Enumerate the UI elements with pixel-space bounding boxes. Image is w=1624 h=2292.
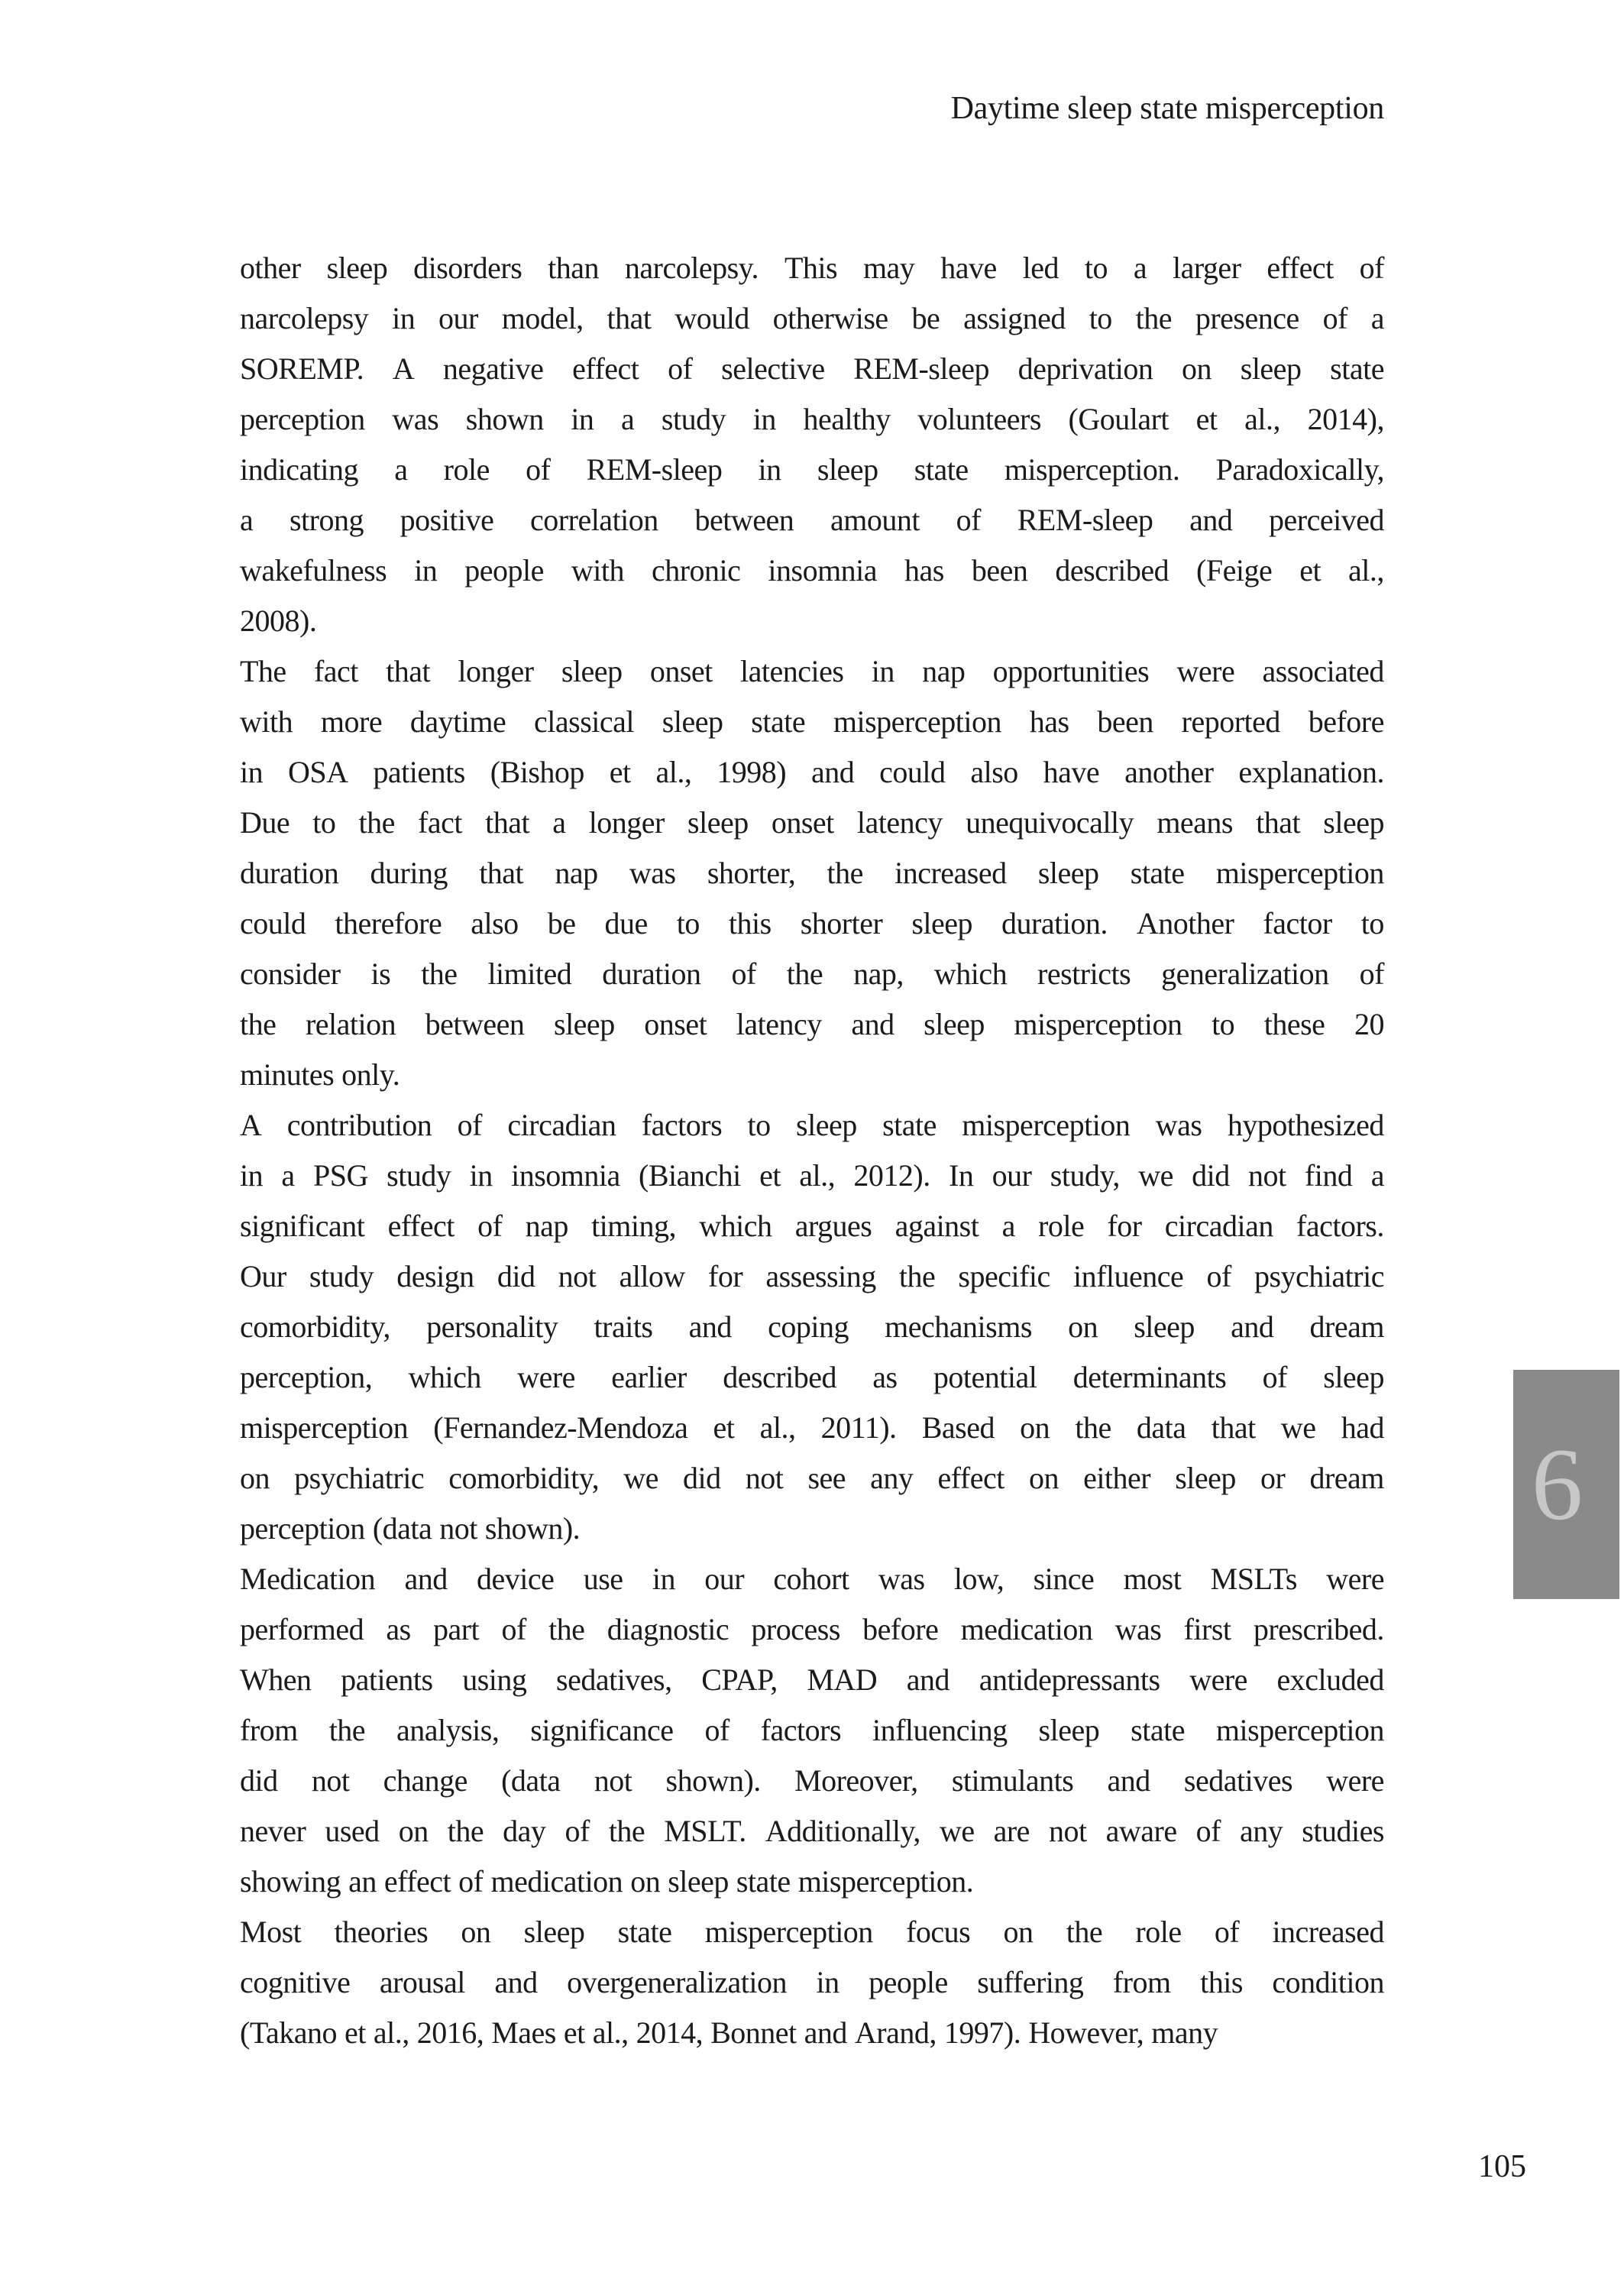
text-line: narcolepsy in our model, that would otherwise be assigned to the presence of a [240, 301, 1384, 335]
text-line: never used on the day of the MSLT. Additionally, we are not aware of any studies [240, 1814, 1384, 1848]
paragraph [240, 1100, 1384, 1554]
text-line: minutes only. [240, 1057, 400, 1092]
text-line: on psychiatric comorbidity, we did not see any effect on either sleep or dream [240, 1461, 1384, 1495]
text-line: a strong positive correlation between amount of REM-sleep and perceived [240, 503, 1384, 537]
text-line: the relation between sleep onset latency and sleep misperception to these 20 [240, 1007, 1384, 1041]
text-line: showing an effect of medication on sleep state misperception. [240, 1864, 974, 1899]
paragraph [240, 1554, 1384, 1907]
chapter-tab [1513, 1370, 1619, 1599]
text-line: The fact that longer sleep onset latencies in nap opportunities were associated [240, 654, 1384, 688]
text-line: with more daytime classical sleep state misperception has been reported before [240, 704, 1384, 739]
text-line: from the analysis, significance of factors influencing sleep state misperception [240, 1713, 1384, 1747]
page-number: 105 [1478, 2149, 1526, 2184]
chapter-number: 6 [1531, 1427, 1584, 1542]
paragraph [240, 243, 1384, 646]
text-line: Most theories on sleep state misperception focus on the role of increased [240, 1915, 1384, 1949]
text-line: perception (data not shown). [240, 1511, 581, 1546]
paragraph [240, 1907, 1384, 2058]
text-line: Due to the fact that a longer sleep onset latency unequivocally means that sleep [240, 805, 1384, 840]
text-line: (Takano et al., 2016, Maes et al., 2014, Bonnet and Arand, 1997). However, many [240, 2015, 1218, 2050]
running-header: Daytime sleep state misperception [950, 91, 1384, 126]
text-line: A contribution of circadian factors to sleep state misperception was hypothesized [240, 1108, 1384, 1142]
text-line: cognitive arousal and overgeneralization in people suffering from this condition [240, 1965, 1384, 1999]
text-line: 2008). [240, 604, 317, 638]
text-line: perception, which were earlier described as potential determinants of sleep [240, 1360, 1384, 1394]
text-line: could therefore also be due to this shorter sleep duration. Another factor to [240, 906, 1384, 940]
text-line: in a PSG study in insomnia (Bianchi et al., 2012). In our study, we did not find a [240, 1158, 1384, 1193]
text-line: comorbidity, personality traits and coping mechanisms on sleep and dream [240, 1309, 1384, 1344]
paragraph [240, 646, 1384, 1100]
text-line: duration during that nap was shorter, the increased sleep state misperception [240, 856, 1384, 890]
text-line: When patients using sedatives, CPAP, MAD and antidepressants were excluded [240, 1662, 1384, 1697]
text-line: Our study design did not allow for assessing the specific influence of psychiatric [240, 1259, 1384, 1293]
text-line: performed as part of the diagnostic process before medication was first prescribed. [240, 1612, 1384, 1646]
text-line: perception was shown in a study in healthy volunteers (Goulart et al., 2014), [240, 402, 1384, 436]
text-line: indicating a role of REM-sleep in sleep state misperception. Paradoxically, [240, 452, 1384, 487]
text-line: other sleep disorders than narcolepsy. This may have led to a larger effect of [240, 251, 1384, 285]
text-line: did not change (data not shown). Moreover, stimulants and sedatives were [240, 1763, 1384, 1798]
text-line: wakefulness in people with chronic insomnia has been described (Feige et al., [240, 553, 1384, 588]
text-line: misperception (Fernandez-Mendoza et al., 2011). Based on the data that we had [240, 1410, 1384, 1445]
text-line: SOREMP. A negative effect of selective REM-sleep deprivation on sleep state [240, 351, 1384, 386]
text-line: Medication and device use in our cohort was low, since most MSLTs were [240, 1562, 1384, 1596]
text-line: significant effect of nap timing, which argues against a role for circadian factors. [240, 1209, 1384, 1243]
body-text [240, 243, 1384, 2058]
text-line: consider is the limited duration of the nap, which restricts generalization of [240, 957, 1384, 991]
text-line: in OSA patients (Bishop et al., 1998) and could also have another explanation. [240, 755, 1384, 789]
